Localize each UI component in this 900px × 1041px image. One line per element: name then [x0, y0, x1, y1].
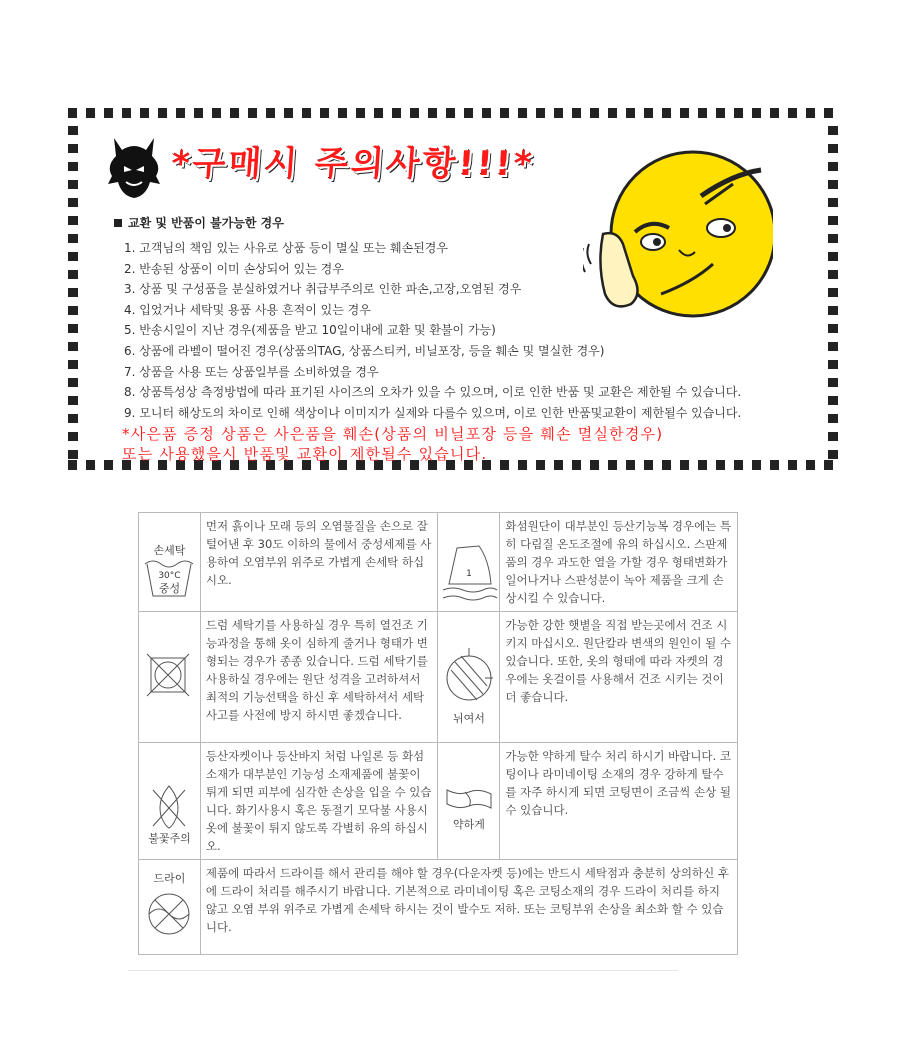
table-row [139, 513, 738, 612]
rule-item: 8. 상품특성상 측정방법에 따라 표기된 사이즈의 오차가 있을 수 있으며, 이로 인한 반품 및 교환은 제한될 수 있습니다. [124, 385, 742, 400]
shade-dry-text: 가능한 강한 햇볕을 직접 받는곳에서 건조 시키지 마십시오. 원단칼라 변색의 원인이 될 수 있습니다. 또한, 옷의 형태에 따라 자켓의 경우에는 옷걸이를 사용해서 건조 시키는 것이 더 좋습니다. [500, 612, 738, 743]
rules-list [124, 238, 741, 423]
care-instructions-table [138, 512, 738, 955]
fire-label: 불꽃주의 [148, 832, 191, 845]
gentle-wring-icon [439, 746, 499, 856]
gift-warning [122, 424, 663, 464]
shade-dry-label: 뉘여서 [452, 712, 485, 725]
fire-cell [139, 743, 201, 860]
iron-cell [438, 513, 500, 612]
rule-item: 1. 고객님의 책임 있는 사유로 상품 등이 멸실 또는 훼손된경우 [124, 241, 448, 255]
table-row [139, 860, 738, 955]
rule-item: 5. 반송시일이 지난 경우(제품을 받고 10일이내에 교환 및 환불이 가능) [124, 323, 496, 338]
wring-text: 가능한 약하게 탈수 처리 하시기 바랍니다. 코팅이나 라미네이팅 소재의 경우 강하게 탈수를 자주 하시게 되면 코팅면이 조금씩 손상 될 수 있습니다. [500, 743, 738, 860]
dry-clean-text: 제품에 따라서 드라이를 해서 관리를 해야 할 경우(다운자켓 등)에는 반드시 세탁점과 충분히 상의하신 후에 드라이 처리를 해주시기 바랍니다. 기본적으로 라미네이팅 혹은 코팅소재의 경우 드라이 처리를 하지 않고 오염 부위 위주로 가볍게 손세탁 하시는 것이 발수도 저하. 또는 코팅부위 손상을 최소화 할 수 있습니다. [200, 860, 737, 955]
devil-mascot-icon [106, 136, 162, 200]
wring-label: 약하게 [452, 818, 485, 831]
hand-wash-text: 먼저 흙이나 모래 등의 오염물질을 손으로 잘 털어낸 후 30도 이하의 물에서 중성세제를 사용하여 오염부위 위주로 가볍게 손세탁 하십시오. [200, 513, 438, 612]
hand-wash-cell [139, 513, 201, 612]
table-row [139, 612, 738, 743]
rule-item: 3. 상품 및 구성품을 분실하였거나 취급부주의로 인한 파손,고장,오염된 경우 [124, 282, 522, 297]
rule-item: 4. 입었거나 세탁및 용품 사용 흔적이 있는 경우 [124, 302, 371, 317]
rule-item: 7. 상품을 사용 또는 상품일부를 소비하였을 경우 [124, 364, 379, 379]
rule-item: 9. 모니터 해상도의 차이로 인해 색상이나 이미지가 실제와 다를수 있으며, 이로 인한 반품및교환이 제한될수 있습니다. [124, 405, 742, 420]
rule-item: 6. 상품에 라벨이 떨어진 경우(상품의TAG, 상품스티커, 비닐포장, 등을 훼손 및 멸실한 경우) [124, 343, 605, 358]
no-dryer-cell [139, 612, 201, 743]
table-row [139, 743, 738, 860]
notice-title: *구매시 주의사항!!!* [170, 144, 536, 184]
warning-line-2: 또는 사용했을시 반품및 교환이 제한될수 있습니다. [122, 445, 488, 463]
iron-label: 1 [466, 569, 472, 579]
bottom-divider [128, 970, 678, 971]
section-heading: 교환 및 반품이 불가능한 경우 [114, 214, 284, 231]
hand-wash-label: 손세탁 [153, 544, 186, 557]
warning-line-1: *사은품 증정 상품은 사은품을 훼손(상품의 비닐포장 등을 훼손 멸실한경우) [122, 425, 664, 443]
no-dryer-text: 드럼 세탁기를 사용하실 경우 특히 열건조 기능과정을 통해 옷이 심하게 줄거나 형태가 변형되는 경우가 종종 있습니다. 드럼 세탁기를 사용하실 경우에는 원단 성격을 고려하셔서 최적의 기능선택을 하신 후 세탁하셔서 세탁사고를 사전에 방지 하시면 좋겠습니다. [200, 612, 438, 743]
dry-clean-cell [139, 860, 201, 955]
no-tumble-dry-icon [139, 612, 199, 742]
purchase-notice-card [68, 108, 838, 470]
iron-text: 화섬원단이 대부분인 등산기능복 경우에는 특히 다림질 온도조절에 유의 하십시오. 스판제품의 경우 과도한 열을 가할 경우 형태변화가 일어나거나 스판성분이 녹아 제품을 크게 손상시킬 수 있습니다. [500, 513, 738, 612]
hand-wash-temp: 30°C [158, 571, 181, 581]
square-bullet-icon [114, 219, 122, 227]
hand-wash-detergent: 중성 [158, 582, 181, 595]
notice-inner [78, 118, 828, 463]
fire-text: 등산자켓이나 등산바지 처럼 나일론 등 화섬 소재가 대부분인 기능성 소재제품에 불꽃이 튀게 되면 피부에 심각한 손상을 입을 수 있습니다. 화기사용시 혹은 동절기 모닥불 사용시 옷에 불꽃이 튀지 않도록 각별히 유의 하십시오. [200, 743, 438, 860]
dry-clean-label: 드라이 [153, 872, 186, 885]
rule-item: 2. 반송된 상품이 이미 손상되어 있는 경우 [124, 261, 344, 276]
wring-cell [438, 743, 500, 860]
shade-dry-cell [438, 612, 500, 743]
iron-icon [439, 514, 499, 610]
hand-wash-icon [139, 514, 199, 610]
